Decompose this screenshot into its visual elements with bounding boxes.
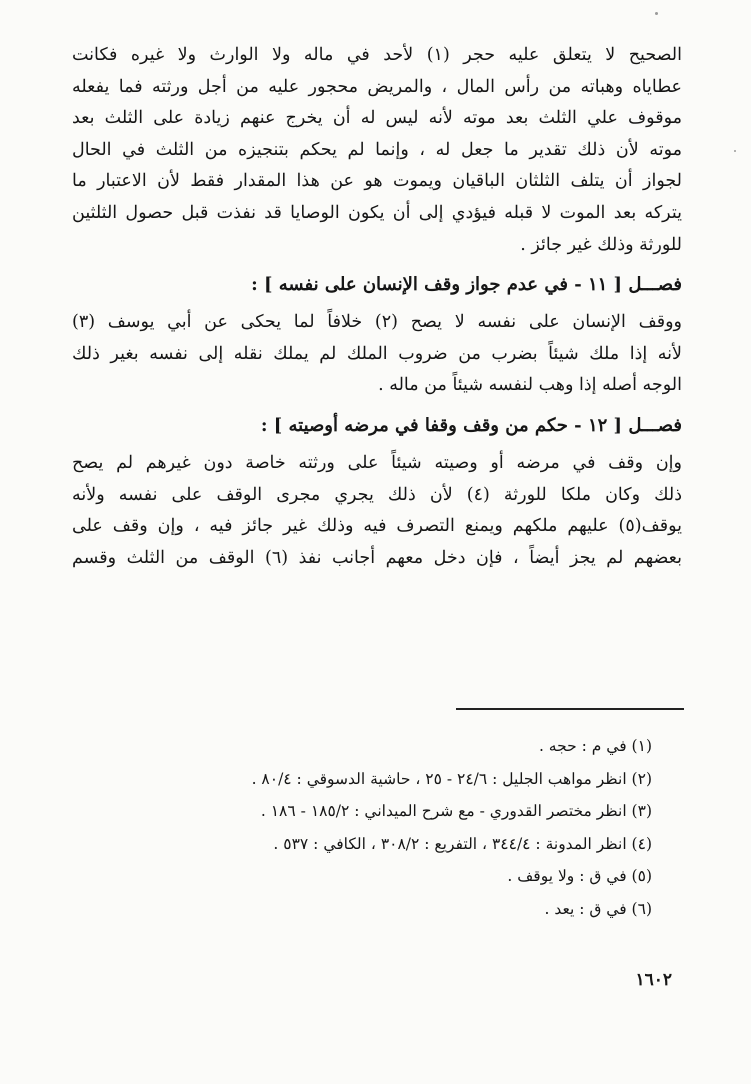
footnote-4: (٤) انظر المدونة : ٣٤٤/٤ ، التفريع : ٣٠٨/٢ ، الكافي : ٥٣٧ .	[273, 834, 652, 853]
text-line: عطاياه وهباته من رأس المال ، والمريض محجور عليه من أجل ورثته فما يفعله	[72, 76, 682, 97]
footnote-divider	[456, 708, 684, 710]
text-line: الصحيح لا يتعلق عليه حجر (١) لأحد في ماله ولا الوارث ولا غيره فكانت	[72, 45, 683, 65]
footnote-3: (٣) انظر مختصر القدوري - مع شرح الميداني : ١٨٥/٢ - ١٨٦ .	[260, 802, 652, 820]
text-line: موته لأن ذلك تقدير ما جعل له ، وإنما لم يحكم بتنجيزه من الثلث في الحال	[72, 139, 682, 160]
section-heading-12: فصـــل [ ١٢ - حكم من وقف وقفا في مرضه أوصيته ] :	[260, 414, 682, 436]
page-body	[72, 40, 682, 574]
text-line: بعضهم لم يجز أيضاً ، فإن دخل معهم أجانب نفذ (٦) الوقف من الثلث وقسم	[72, 547, 682, 568]
scan-speck	[655, 12, 658, 15]
footnote-5: (٥) في ق : ولا يوقف .	[507, 867, 652, 885]
footnote-6: (٦) في ق : يعد .	[544, 899, 652, 918]
text-line: يتركه بعد الموت لا قبله فيؤدي إلى أن يكون الوصايا قد نفذت قبل حصول الثلثين	[72, 202, 682, 223]
page-number: ١٦٠٢	[635, 970, 672, 990]
text-line: لجواز أن يتلف الثلثان الباقيان ويموت هو عن هذا المقدار فقط لأن الاعتبار ما	[72, 171, 682, 192]
text-line: ووقف الإنسان على نفسه لا يصح (٢) خلافاً لما يحكى عن أبي يوسف (٣)	[72, 312, 682, 333]
footnote-1: (١) في م : حجه .	[538, 737, 652, 755]
scan-speck	[734, 150, 736, 152]
paragraph-3	[72, 448, 682, 574]
text-line: لأنه إذا ملك شيئاً بضرب من ضروب الملك لم يملك نقله إلى نفسه بغير ذلك	[72, 343, 682, 364]
text-line: للورثة وذلك غير جائز .	[520, 234, 682, 255]
text-line: وإن وقف في مرضه أو وصيته شيئاً على ورثته خاصة دون غيرهم لم يصح	[72, 452, 682, 473]
paragraph-1	[72, 40, 682, 261]
footnotes	[100, 730, 652, 925]
section-heading-11: فصـــل [ ١١ - في عدم جواز وقف الإنسان على نفسه ] :	[251, 274, 682, 296]
paragraph-2	[72, 307, 682, 402]
text-line: الوجه أصله إذا وهب لنفسه شيئاً من ماله .	[378, 375, 682, 396]
text-line: ذلك وكان ملكا للورثة (٤) لأن ذلك يجري مجرى الوقف على نفسه ولأنه	[72, 484, 682, 505]
text-line: موقوف علي الثلث بعد موته لأنه ليس له أن يخرج عنهم زيادة على الثلث بعد	[72, 108, 682, 129]
text-line: يوقف(٥) عليهم ملكهم ويمنع التصرف فيه وذلك غير جائز فيه ، وإن وقف على	[72, 516, 682, 537]
footnote-2: (٢) انظر مواهب الجليل : ٢٤/٦ - ٢٥ ، حاشية الدسوقي : ٨٠/٤ .	[251, 769, 652, 788]
